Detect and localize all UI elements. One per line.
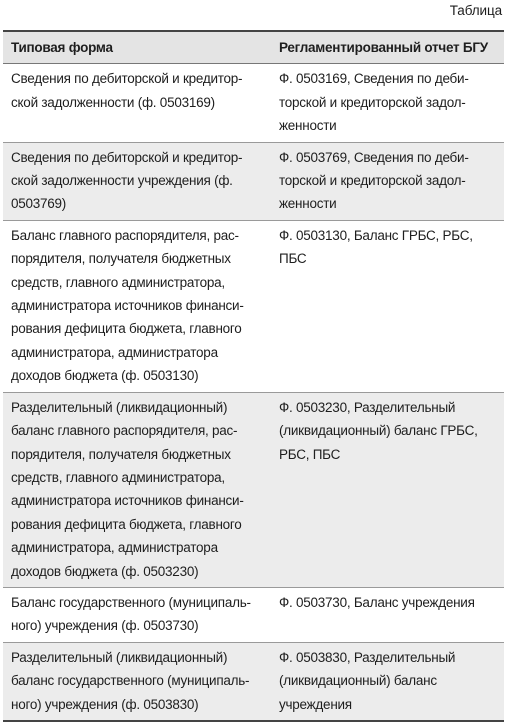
table-row — [3, 392, 504, 587]
cell-text-line: рования дефицита бюджета, главного — [11, 321, 242, 337]
table-row — [3, 587, 504, 642]
cell-text-line: (ликвидационный) баланс ГРБС, — [279, 423, 478, 439]
cell-standard-form — [3, 220, 273, 392]
cell-text-line: рования дефицита бюджета, главного — [11, 516, 242, 532]
cell-regulated-report — [273, 64, 504, 142]
table-body — [3, 64, 504, 721]
cell-text-line: торской и кредиторской задол- — [279, 173, 466, 189]
table-row — [3, 642, 504, 721]
cell-text-line: женности — [279, 196, 337, 212]
cell-text-line: Ф. 0503830, Разделительный — [279, 649, 456, 665]
column-header-standard-form: Типовая форма — [3, 31, 273, 64]
cell-standard-form — [3, 142, 273, 220]
cell-text-line: Ф. 0503769, Сведения по деби- — [279, 149, 469, 165]
table-caption: Таблица — [449, 3, 502, 18]
column-header-regulated-report: Регламентированный отчет БГУ — [273, 31, 504, 64]
cell-text-line: администратора источников финанси- — [11, 493, 244, 509]
cell-regulated-report — [273, 220, 504, 392]
forms-table — [3, 30, 504, 722]
table-row — [3, 64, 504, 142]
cell-text-line: Баланс государственного (муниципаль- — [11, 594, 251, 610]
table-header — [3, 31, 504, 64]
cell-text-line: Разделительный (ликвидационный) — [11, 649, 228, 665]
cell-text-line: Ф. 0503730, Баланс учреждения — [279, 594, 475, 610]
cell-regulated-report — [273, 587, 504, 642]
cell-text-line: средств, главного администратора, — [11, 469, 225, 485]
cell-standard-form — [3, 392, 273, 587]
cell-text-line: Сведения по дебиторской и кредитор- — [11, 71, 243, 87]
cell-text-line: торской и кредиторской задол- — [279, 94, 466, 110]
cell-text-line: средств, главного администратора, — [11, 274, 225, 290]
cell-text-line: учреждения — [279, 696, 352, 712]
cell-text-line: баланс главного распорядителя, рас- — [11, 423, 238, 439]
cell-text-line: Разделительный (ликвидационный) — [11, 399, 228, 415]
cell-text-line: администратора источников финанси- — [11, 298, 244, 314]
cell-text-line: женности — [279, 118, 337, 134]
cell-text-line: доходов бюджета (ф. 0503230) — [11, 563, 199, 579]
cell-text-line: Сведения по дебиторской и кредитор- — [11, 149, 243, 165]
cell-text-line: ской задолженности учреждения (ф. — [11, 173, 233, 189]
cell-text-line: Баланс главного распорядителя, рас- — [11, 227, 239, 243]
cell-text-line: ного) учреждения (ф. 0503830) — [11, 696, 199, 712]
cell-text-line: администратора, администратора — [11, 540, 218, 556]
cell-regulated-report — [273, 142, 504, 220]
cell-text-line: ПБС — [279, 251, 307, 267]
table-row — [3, 220, 504, 392]
cell-standard-form — [3, 64, 273, 142]
cell-text-line: 0503769) — [11, 196, 67, 212]
cell-text-line: порядителя, получателя бюджетных — [11, 251, 231, 267]
cell-standard-form — [3, 642, 273, 721]
cell-regulated-report — [273, 392, 504, 587]
cell-text-line: порядителя, получателя бюджетных — [11, 446, 231, 462]
table-row — [3, 142, 504, 220]
cell-text-line: Ф. 0503169, Сведения по деби- — [279, 71, 469, 87]
cell-regulated-report — [273, 642, 504, 721]
header-row — [3, 31, 504, 64]
cell-text-line: Ф. 0503230, Разделительный — [279, 399, 456, 415]
cell-text-line: (ликвидационный) баланс — [279, 673, 437, 689]
cell-text-line: баланс государственного (муниципаль- — [11, 673, 250, 689]
cell-text-line: ного) учреждения (ф. 0503730) — [11, 618, 199, 634]
cell-text-line: ской задолженности (ф. 0503169) — [11, 94, 215, 110]
cell-text-line: администратора, администратора — [11, 344, 218, 360]
cell-text-line: РБС, ПБС — [279, 446, 341, 462]
cell-text-line: доходов бюджета (ф. 0503130) — [11, 368, 199, 384]
cell-text-line: Ф. 0503130, Баланс ГРБС, РБС, — [279, 227, 473, 243]
cell-standard-form — [3, 587, 273, 642]
